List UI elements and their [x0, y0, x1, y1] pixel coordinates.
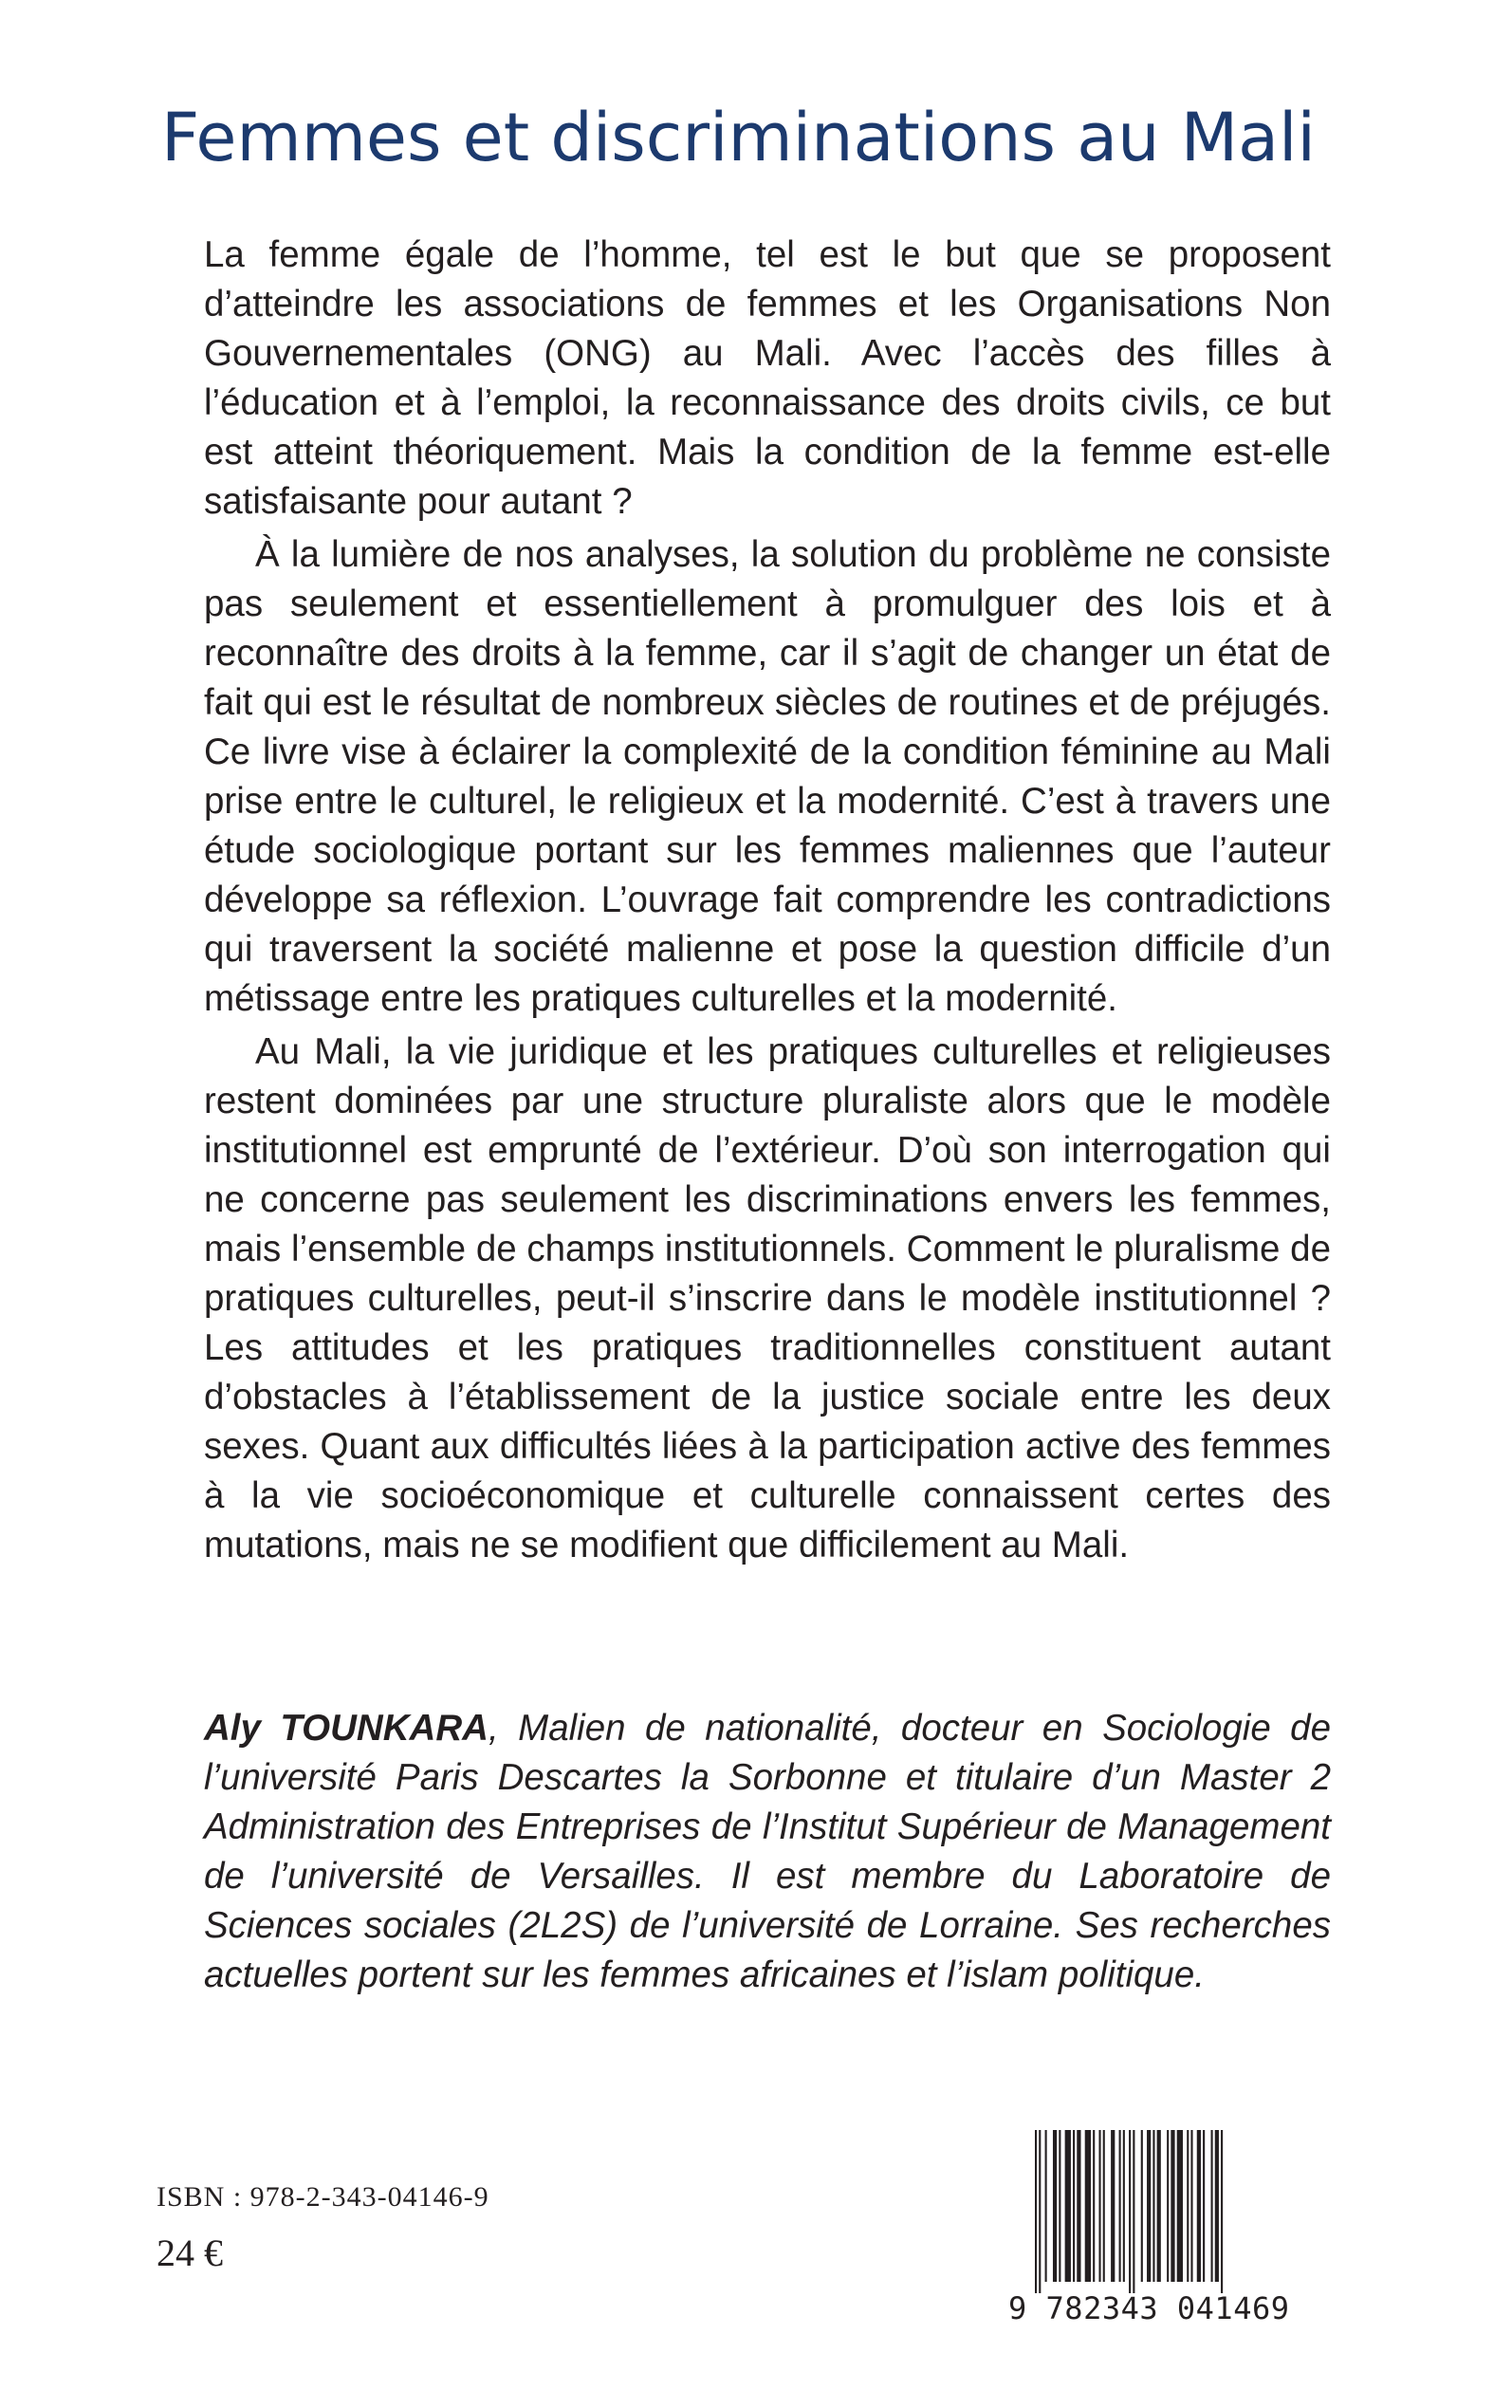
book-title: Femmes et discriminations au Mali — [161, 99, 1316, 176]
author-biography — [204, 1704, 1331, 2000]
back-cover-summary — [204, 231, 1331, 1570]
barcode-bars-icon — [1035, 2130, 1331, 2293]
barcode — [1008, 2130, 1331, 2335]
barcode-digits: 9 782343 041469 — [1008, 2290, 1290, 2326]
isbn-label: ISBN : 978-2-343-04146-9 — [157, 2181, 489, 2213]
author-bio-text: , Malien de nationalité, docteur en Sociologie de l’université Paris Descartes la Sorbonne et titulaire d’un Master 2 Administration des Entreprises de l’Institut Supérieur de Management de l’université de Versailles. Il est membre du Laboratoire de Sciences sociales (2L2S) de l’université de Lorraine. Ses recherches actuelles portent sur les femmes africaines et l’islam politique. — [204, 1708, 1332, 1995]
price-label: 24 € — [157, 2232, 223, 2274]
author-name: Aly TOUNKARA — [204, 1708, 489, 1749]
summary-paragraph-1: La femme égale de l’homme, tel est le but que se proposent d’atteindre les associations de femmes et les Organisations Non Gouvernementales (ONG) au Mali. Avec l’accès des filles à l’éducation et à l’emploi, la reconnaissance des droits civils, ce but est atteint théoriquement. Mais la condition de la femme est-elle satisfaisante pour autant ? — [204, 234, 1331, 522]
summary-paragraph-3: Au Mali, la vie juridique et les pratiques culturelles et religieuses restent dominées par une structure pluraliste alors que le modèle institutionnel est emprunté de l’extérieur. D’où son interrogation qui ne concerne pas seulement les discriminations envers les femmes, mais l’ensemble de champs institutionnels. Comment le pluralisme de pratiques culturelles, peut-il s’inscrire dans le modèle institutionnel ? Les attitudes et les pratiques traditionnelles constituent autant d’obstacles à l’établissement de la justice sociale entre les deux sexes. Quant aux difficultés liées à la participation active des femmes à la vie socioéconomique et culturelle connaissent certes des mutations, mais ne se modifient que difficilement au Mali. — [204, 1031, 1331, 1565]
summary-paragraph-2: À la lumière de nos analyses, la solution du problème ne consiste pas seulement et essentiellement à promulguer des lois et à reconnaître des droits à la femme, car il s’agit de changer un état de fait qui est le résultat de nombreux siècles de routines et de préjugés. Ce livre vise à éclairer la complexité de la condition féminine au Mali prise entre le culturel, le religieux et la modernité. C’est à travers une étude sociologique portant sur les femmes maliennes que l’auteur développe sa réflexion. L’ouvrage fait comprendre les contradictions qui traversent la société malienne et pose la question difficile d’un métissage entre les pratiques culturelles et la modernité. — [204, 534, 1331, 1019]
